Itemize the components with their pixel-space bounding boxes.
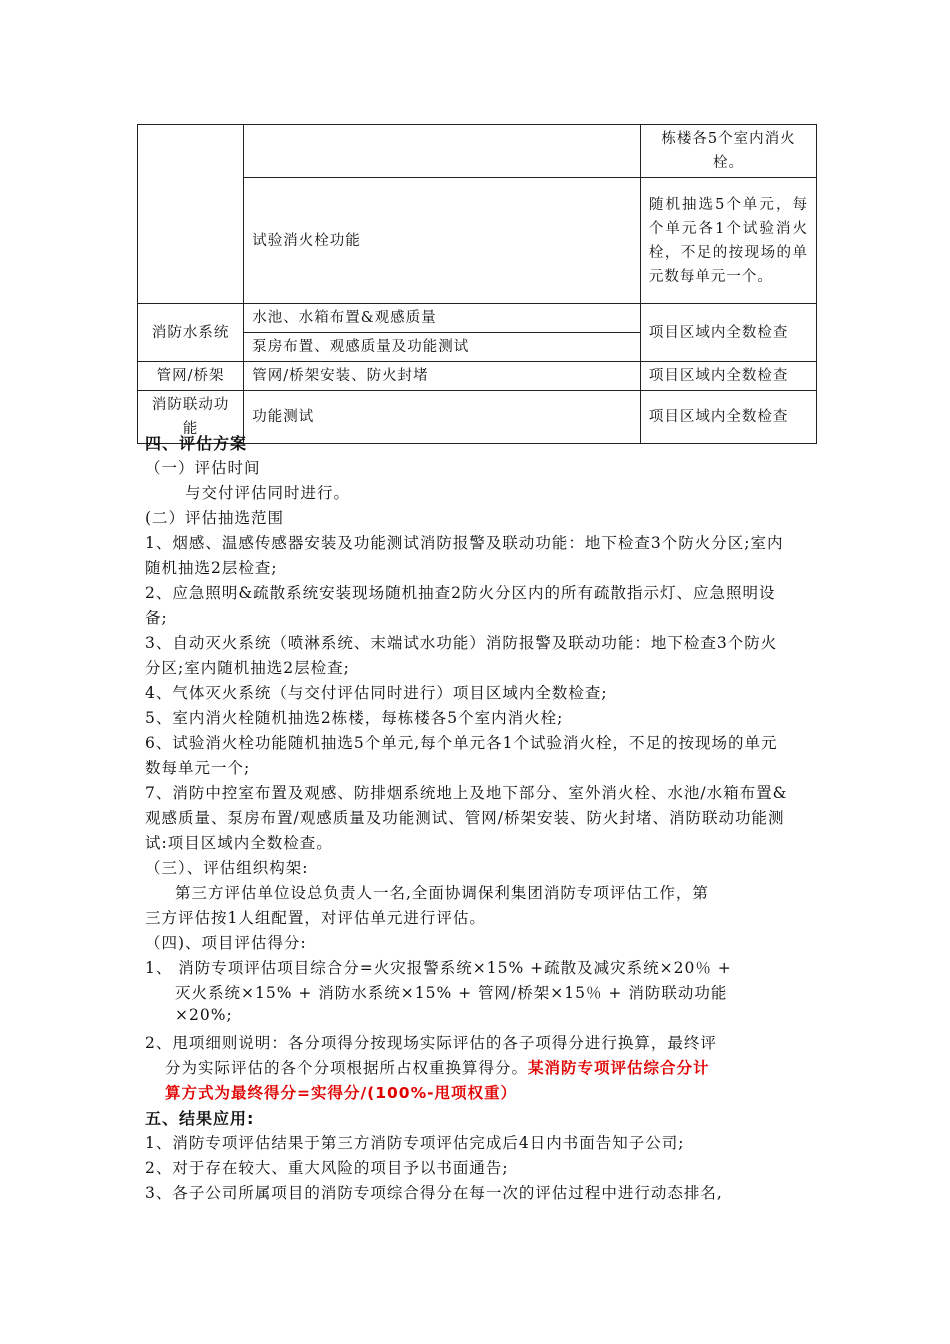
list-item: 2、应急照明&疏散系统安装现场随机抽查2防火分区内的所有疏散指示灯、应急照明设: [145, 584, 776, 602]
table-row: [138, 304, 817, 333]
table-cell-scope: 项目区域内全数检查: [640, 391, 816, 444]
highlight-text: 算方式为最终得分=实得分/(100%-甩项权重）: [165, 1084, 518, 1102]
list-item-cont: 试:项目区域内全数检查。: [145, 834, 333, 852]
list-item: 3、自动灭火系统（喷淋系统、末端试水功能）消防报警及联动功能：地下检查3个防火: [145, 634, 778, 652]
table-cell-scope: 项目区域内全数检查: [640, 304, 816, 362]
table-cell-empty: [244, 125, 641, 178]
highlight-text: 某消防专项评估综合分计: [528, 1059, 710, 1077]
list-item: 5、室内消火栓随机抽选2栋楼，每栋楼各5个室内消火栓;: [145, 709, 564, 727]
table-cell-empty: [138, 125, 244, 304]
list-item: 2、对于存在较大、重大风险的项目予以书面通告;: [145, 1159, 509, 1177]
list-item-cont: 备;: [145, 609, 168, 627]
paragraph: 与交付评估同时进行。: [185, 484, 351, 502]
inspection-table: [137, 124, 817, 444]
table-cell-system: 消防水系统: [138, 304, 244, 362]
list-item-cont: 观感质量、泵房布置/观感质量及功能测试、管网/桥架安装、防火封堵、消防联动功能测: [145, 809, 785, 827]
table-cell-item: 泵房布置、观感质量及功能测试: [244, 333, 641, 362]
paragraph: 第三方评估单位设总负责人一名,全面协调保利集团消防专项评估工作，第: [175, 884, 709, 902]
table-cell-scope: 栋楼各5个室内消火栓。: [640, 125, 816, 178]
subsection-heading: （一）评估时间: [145, 459, 261, 477]
section-5-title: 五、结果应用:: [145, 1109, 255, 1128]
subsection-heading: （三）、评估组织构架:: [145, 859, 309, 877]
list-item: 7、消防中控室布置及观感、防排烟系统地上及地下部分、室外消火栓、水池/水箱布置&: [145, 784, 788, 802]
table-cell-scope: 随机抽选5个单元，每个单元各1个试验消火栓，不足的按现场的单元数每单元一个。: [640, 178, 816, 304]
table-cell-system: 管网/桥架: [138, 362, 244, 391]
table-cell-item: 水池、水箱布置&观感质量: [244, 304, 641, 333]
list-item: 6、试验消火栓功能随机抽选5个单元,每个单元各1个试验消火栓，不足的按现场的单元: [145, 734, 778, 752]
table-row: [138, 125, 817, 178]
section-4-title: 四、评估方案: [145, 434, 248, 453]
formula-item-cont: ×20%;: [175, 1006, 233, 1024]
list-item: 4、气体灭火系统（与交付评估同时进行）项目区域内全数检查;: [145, 684, 608, 702]
rule-text: 分为实际评估的各个分项根据所占权重换算得分。: [165, 1059, 529, 1077]
table-cell-item: 功能测试: [244, 391, 641, 444]
rule-item-cont: [165, 1056, 710, 1078]
table-row: [138, 362, 817, 391]
table-cell-item: 管网/桥架安装、防火封堵: [244, 362, 641, 391]
formula-item-cont: 灭火系统×15% + 消防水系统×15% + 管网/桥架×15％ + 消防联动功能: [175, 984, 728, 1002]
subsection-heading: (二）评估抽选范围: [145, 509, 285, 527]
table-cell-item: 试验消火栓功能: [244, 178, 641, 304]
list-item: 1、消防专项评估结果于第三方消防专项评估完成后4日内书面告知子公司;: [145, 1134, 685, 1152]
paragraph-cont: 三方评估按1人组配置，对评估单元进行评估。: [145, 909, 486, 927]
rule-item: 2、甩项细则说明：各分项得分按现场实际评估的各子项得分进行换算，最终评: [145, 1034, 717, 1052]
list-item: 1、烟感、温感传感器安装及功能测试消防报警及联动功能：地下检查3个防火分区;室内: [145, 534, 784, 552]
list-item: 3、各子公司所属项目的消防专项综合得分在每一次的评估过程中进行动态排名,: [145, 1184, 723, 1202]
table-cell-scope: 项目区域内全数检查: [640, 362, 816, 391]
list-item-cont: 分区;室内随机抽选2层检查;: [145, 659, 350, 677]
list-item-cont: 随机抽选2层检查;: [145, 559, 278, 577]
table-cell-system: 消防联动功能: [138, 391, 244, 444]
list-item-cont: 数每单元一个;: [145, 759, 251, 777]
formula-item: 1、 消防专项评估项目综合分=火灾报警系统×15% +疏散及减灾系统×20％ +: [145, 959, 732, 977]
subsection-heading: （四)、项目评估得分:: [145, 934, 307, 952]
